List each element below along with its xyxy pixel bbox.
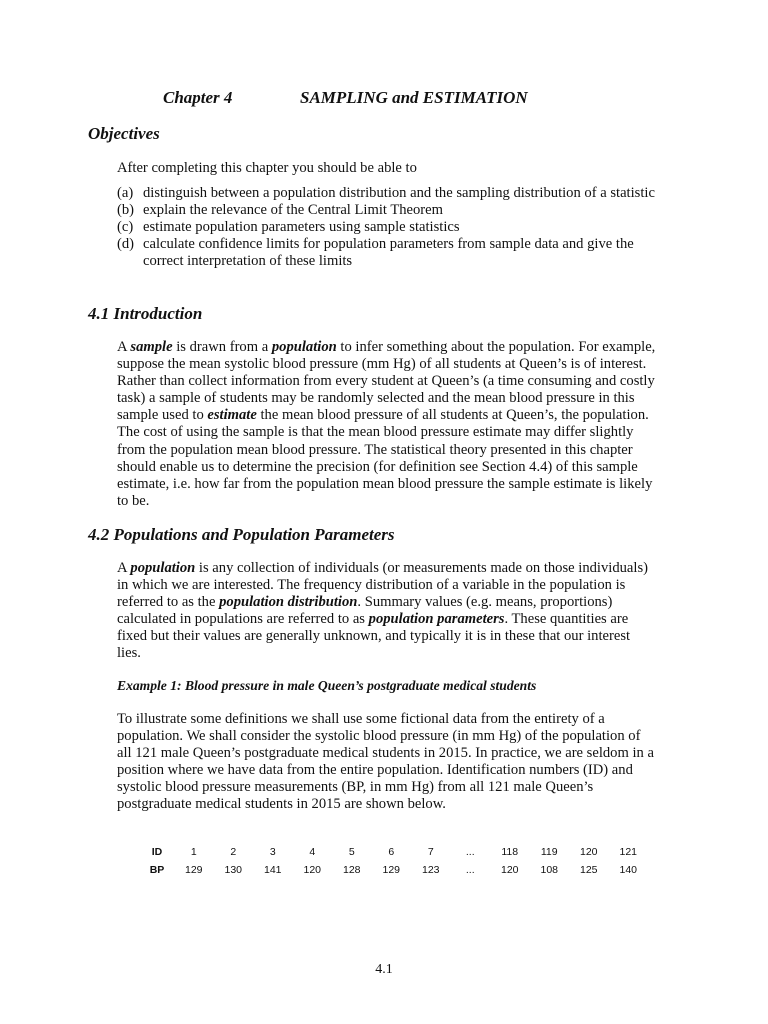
page-number: 4.1	[375, 962, 393, 977]
table-row-id	[140, 843, 648, 861]
list-item-label: (c)	[117, 219, 134, 236]
populations-heading: 4.2 Populations and Population Parameters	[88, 525, 395, 544]
populations-paragraph	[117, 560, 657, 663]
table-cell: 120	[500, 864, 519, 876]
id-label: ID	[151, 846, 163, 858]
table-cell: 123	[421, 864, 440, 876]
term-population: population	[130, 560, 196, 576]
objectives-list	[117, 185, 657, 270]
objectives-heading: Objectives	[88, 124, 160, 143]
bp-label: BP	[149, 864, 165, 876]
term-population-distribution: population distribution	[219, 594, 358, 611]
text-run: to infer something about the population. For example, suppose the mean systolic blood pressure (mm Hg) of all students at Queen’s is of interest. Rather than collect information from every student at Queen’s (a time consuming and costly task) a sample of students may be randomly selected and the mean blood pressure in this sample used to	[117, 339, 656, 424]
table-cell: 7	[427, 846, 434, 858]
term-sample: sample	[130, 339, 173, 355]
term-population: population	[271, 339, 337, 355]
list-item-text: estimate population parameters using sample statistics	[143, 219, 460, 236]
table-cell: 119	[540, 846, 558, 858]
list-item-text: distinguish between a population distribution and the sampling distribution of a statistic	[143, 185, 655, 201]
table-cell: 108	[540, 864, 559, 876]
term-population-parameters: population parameters	[368, 611, 505, 628]
table-cell: 120	[303, 864, 322, 876]
table-cell: 129	[184, 864, 203, 876]
text-run: is any collection of individuals (or measurements made on those individuals) in which we are interested. The frequency distribution of a variable in the population is referred to as the	[117, 560, 648, 611]
list-item-text: explain the relevance of the Central Limit Theorem	[143, 202, 443, 219]
table-cell: 5	[348, 846, 355, 858]
text-run: the mean blood pressure of all students at Queen’s, the population. The cost of using the sample is that the mean blood pressure estimate may differ slightly from the population mean blood pressure. The statistical theory presented in this chapter should enable us to determine the precision (for definition see Section 4.4) of this sample estimate, i.e. how far from the population mean blood pressure the sample estimate is likely to be.	[117, 407, 653, 509]
table-cell: 128	[342, 864, 361, 876]
list-item	[117, 236, 657, 270]
example-title: Example 1: Blood pressure in male Queen’s postgraduate medical students	[117, 678, 537, 693]
text-run: . Summary values (e.g. means, proportions) calculated in populations are referred to as	[117, 594, 613, 628]
table-cell: 3	[269, 846, 276, 858]
text-run: A	[117, 339, 131, 355]
table-cell: 130	[224, 864, 243, 876]
table-cell: 2	[230, 846, 237, 858]
text-run: is drawn from a	[172, 339, 272, 355]
table-cell: 140	[619, 864, 638, 876]
list-item	[117, 219, 657, 236]
table-cell: 6	[388, 846, 395, 858]
list-item	[117, 202, 657, 219]
example-paragraph: To illustrate some definitions we shall use some fictional data from the entirety of a population. We shall consider the systolic blood pressure (in mm Hg) of the population of all 121 male Queen’s postgraduate medical students in 2015. In practice, we are seldom in a position where we have data from the entire population. Identification numbers (ID) and systolic blood pressure measurements (BP, in mm Hg) from all 121 male Queen’s postgraduate medical students in 2015 are shown below.	[117, 711, 654, 813]
table-cell: 1	[190, 846, 197, 858]
list-item-label: (b)	[117, 202, 135, 219]
list-item-label: (a)	[117, 185, 134, 201]
table-row-bp	[140, 861, 648, 879]
table-cell: 118	[501, 846, 519, 858]
bp-data-table	[140, 843, 648, 879]
list-item-label: (d)	[117, 236, 135, 253]
table-cell: ...	[465, 864, 475, 876]
list-item	[117, 185, 657, 202]
introduction-heading: 4.1 Introduction	[88, 304, 203, 323]
chapter-number: Chapter 4	[163, 88, 233, 107]
table-cell: 121	[619, 846, 638, 858]
table-cell: 141	[263, 864, 282, 876]
text-run: . These quantities are fixed but their values are generally unknown, and typically it is in these that our interest lies.	[117, 611, 631, 662]
chapter-title: SAMPLING and ESTIMATION	[300, 88, 528, 107]
table-cell: 125	[579, 864, 598, 876]
text-run: A	[117, 560, 131, 576]
table-cell: ...	[465, 846, 475, 858]
list-item-text: calculate confidence limits for population parameters from sample data and give the correct interpretation of these limits	[143, 236, 634, 270]
table-cell: 4	[309, 846, 316, 858]
objectives-intro: After completing this chapter you should be able to	[117, 160, 417, 176]
term-estimate: estimate	[207, 407, 257, 424]
introduction-paragraph	[117, 339, 657, 510]
table-cell: 120	[579, 846, 598, 858]
table-cell: 129	[382, 864, 401, 876]
